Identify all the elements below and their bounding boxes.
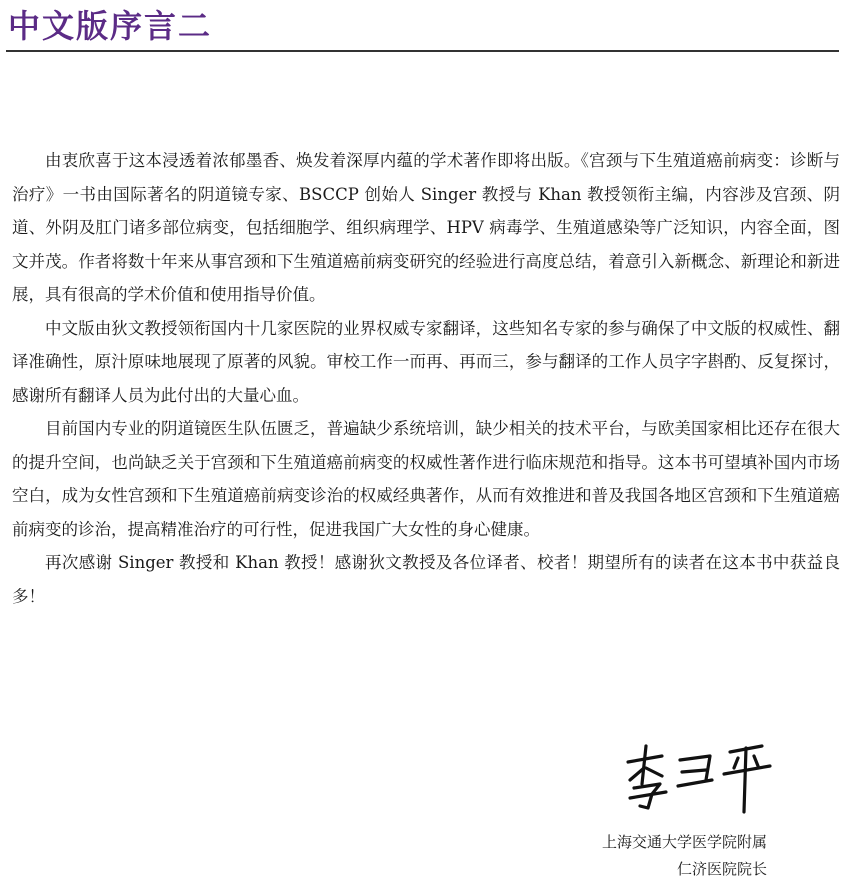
paragraph-4: 再次感谢 Singer 教授和 Khan 教授！感谢狄文教授及各位译者、校者！期望所有的读者在这本书中获益良多！: [12, 553, 840, 606]
signature-affiliation: [602, 829, 767, 883]
affiliation-line-1: 上海交通大学医学院附属: [601, 833, 767, 851]
paragraph-1: 由衷欣喜于这本浸透着浓郁墨香、焕发着深厚内蕴的学术著作即将出版。《宫颈与下生殖道癌前病变：诊断与治疗》一书由国际著名的阴道镜专家、BSCCP 创始人 Singer 教授与 Khan 教授领衔主编，内容涉及宫颈、阴道、外阴及肛门诸多部位病变，包括细胞学、组织病理学、HPV 病毒学、生殖道感染等广泛知识，内容全面，图文并茂。作者将数十年来从事宫颈和下生殖道癌前病变研究的经验进行高度总结，着意引入新概念、新理论和新进展，具有很高的学术价值和使用指导价值。: [12, 151, 840, 304]
page-title: 中文版序言二: [8, 7, 213, 45]
paragraph-3: 目前国内专业的阴道镜医生队伍匮乏，普遍缺少系统培训，缺少相关的技术平台，与欧美国家相比还存在很大的提升空间，也尚缺乏关于宫颈和下生殖道癌前病变的权威性著作进行临床规范和指导。这本书可望填补国内市场空白，成为女性宫颈和下生殖道癌前病变诊治的权威经典著作，从而有效推进和普及我国各地区宫颈和下生殖道癌前病变的诊治，提高精准治疗的可行性，促进我国广大女性的身心健康。: [12, 419, 840, 539]
title-divider: [6, 50, 839, 52]
affiliation-line-2: 仁济医院院长: [676, 860, 767, 878]
preface-body: [12, 144, 840, 613]
handwritten-signature: [622, 740, 782, 820]
paragraph-2: 中文版由狄文教授领衔国内十几家医院的业界权威专家翻译，这些知名专家的参与确保了中文版的权威性、翻译准确性，原汁原味地展现了原著的风貌。审校工作一而再、再而三，参与翻译的工作人员字字斟酌、反复探讨，感谢所有翻译人员为此付出的大量心血。: [12, 318, 840, 405]
